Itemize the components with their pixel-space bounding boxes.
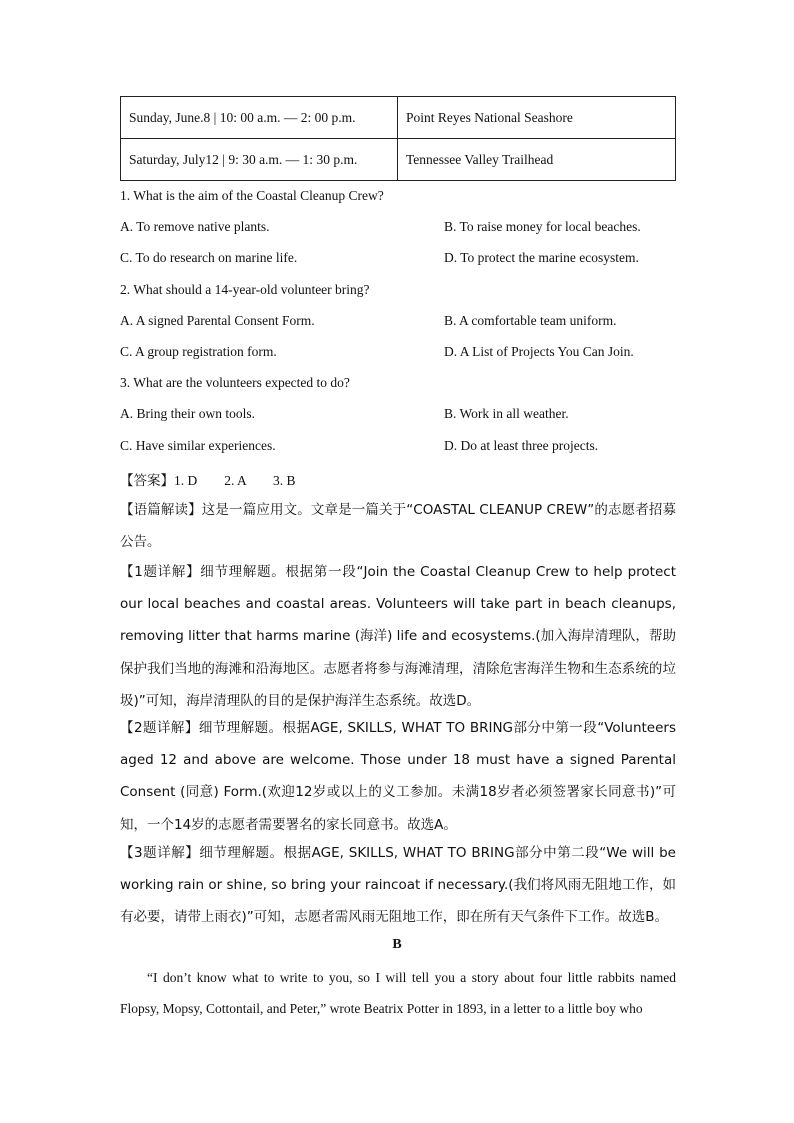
- answer-line: [120, 469, 296, 489]
- table-row: [121, 139, 676, 181]
- schedule-location: Tennessee Valley Trailhead: [398, 139, 676, 181]
- option-d: D. To protect the marine ecosystem.: [444, 250, 639, 265]
- detail-tag: 【3题详解】: [120, 845, 200, 861]
- option-a: A. Bring their own tools.: [120, 406, 255, 421]
- option-c: C. To do research on marine life.: [120, 250, 298, 265]
- analysis-paragraph: [120, 494, 676, 558]
- detail-1-paragraph: [120, 556, 676, 717]
- question-stem: 3. What are the volunteers expected to do?: [120, 375, 350, 390]
- answer-tag: 【答案】: [120, 473, 174, 489]
- schedule-location: Point Reyes National Seashore: [398, 97, 676, 139]
- answer-text: 1. D 2. A 3. B: [174, 473, 296, 488]
- question-stem: 2. What should a 14-year-old volunteer bring?: [120, 282, 370, 297]
- section-heading: B: [392, 937, 402, 952]
- story-paragraph: “I don’t know what to write to you, so I will tell you a story about four little rabbits named Flopsy, Mopsy, Cottontail, and Peter,” wrote Beatrix Potter in 1893, in a letter to a little boy who: [120, 970, 676, 1017]
- option-c: C. A group registration form.: [120, 344, 277, 359]
- schedule-time: Sunday, June.8 | 10: 00 a.m. — 2: 00 p.m.: [121, 97, 398, 139]
- table-row: [121, 97, 676, 139]
- detail-3-paragraph: [120, 837, 676, 934]
- detail-2-paragraph: [120, 712, 676, 841]
- detail-text: 细节理解题。根据AGE, SKILLS, WHAT TO BRING部分中第一段“Volunteers aged 12 and above are welcome. Those under 18 must have a signed Parental Consent (同意) Form.(欢迎12岁或以上的义工参加。未满18岁者必须签署家长同意书)”可知，一个14岁的志愿者需要署名的家长同意书。故选A。: [120, 720, 676, 833]
- option-b: B. A comfortable team uniform.: [444, 313, 617, 328]
- analysis-text: 这是一篇应用文。文章是一篇关于“COASTAL CLEANUP CREW”的志愿者招募公告。: [120, 502, 676, 551]
- question-stem: 1. What is the aim of the Coastal Cleanup Crew?: [120, 188, 384, 203]
- option-b: B. To raise money for local beaches.: [444, 219, 641, 234]
- analysis-tag: 【语篇解读】: [120, 502, 202, 518]
- option-a: A. To remove native plants.: [120, 219, 270, 234]
- option-d: D. Do at least three projects.: [444, 438, 599, 453]
- option-b: B. Work in all weather.: [444, 406, 569, 421]
- option-d: D. A List of Projects You Can Join.: [444, 344, 634, 359]
- schedule-table: [120, 96, 676, 181]
- option-c: C. Have similar experiences.: [120, 438, 276, 453]
- detail-text: 细节理解题。根据AGE, SKILLS, WHAT TO BRING部分中第二段“We will be working rain or shine, so bring your raincoat if necessary.(我们将风雨无阻地工作，如有必要，请带上雨衣)”可知，志愿者需风雨无阻地工作，即在所有天气条件下工作。故选B。: [120, 845, 676, 926]
- detail-tag: 【1题详解】: [120, 564, 201, 580]
- detail-tag: 【2题详解】: [120, 720, 199, 736]
- schedule-time: Saturday, July12 | 9: 30 a.m. — 1: 30 p.m.: [121, 139, 398, 181]
- option-a: A. A signed Parental Consent Form.: [120, 313, 315, 328]
- detail-text: 细节理解题。根据第一段“Join the Coastal Cleanup Crew to help protect our local beaches and coastal areas. Volunteers will take part in beach cleanups, removing litter that harms marine (海洋) life and ecosystems.(加入海岸清理队，帮助保护我们当地的海滩和沿海地区。志愿者将参与海滩清理，清除危害海洋生物和生态系统的垃圾)”可知，海岸清理队的目的是保护海洋生态系统。故选D。: [120, 564, 676, 709]
